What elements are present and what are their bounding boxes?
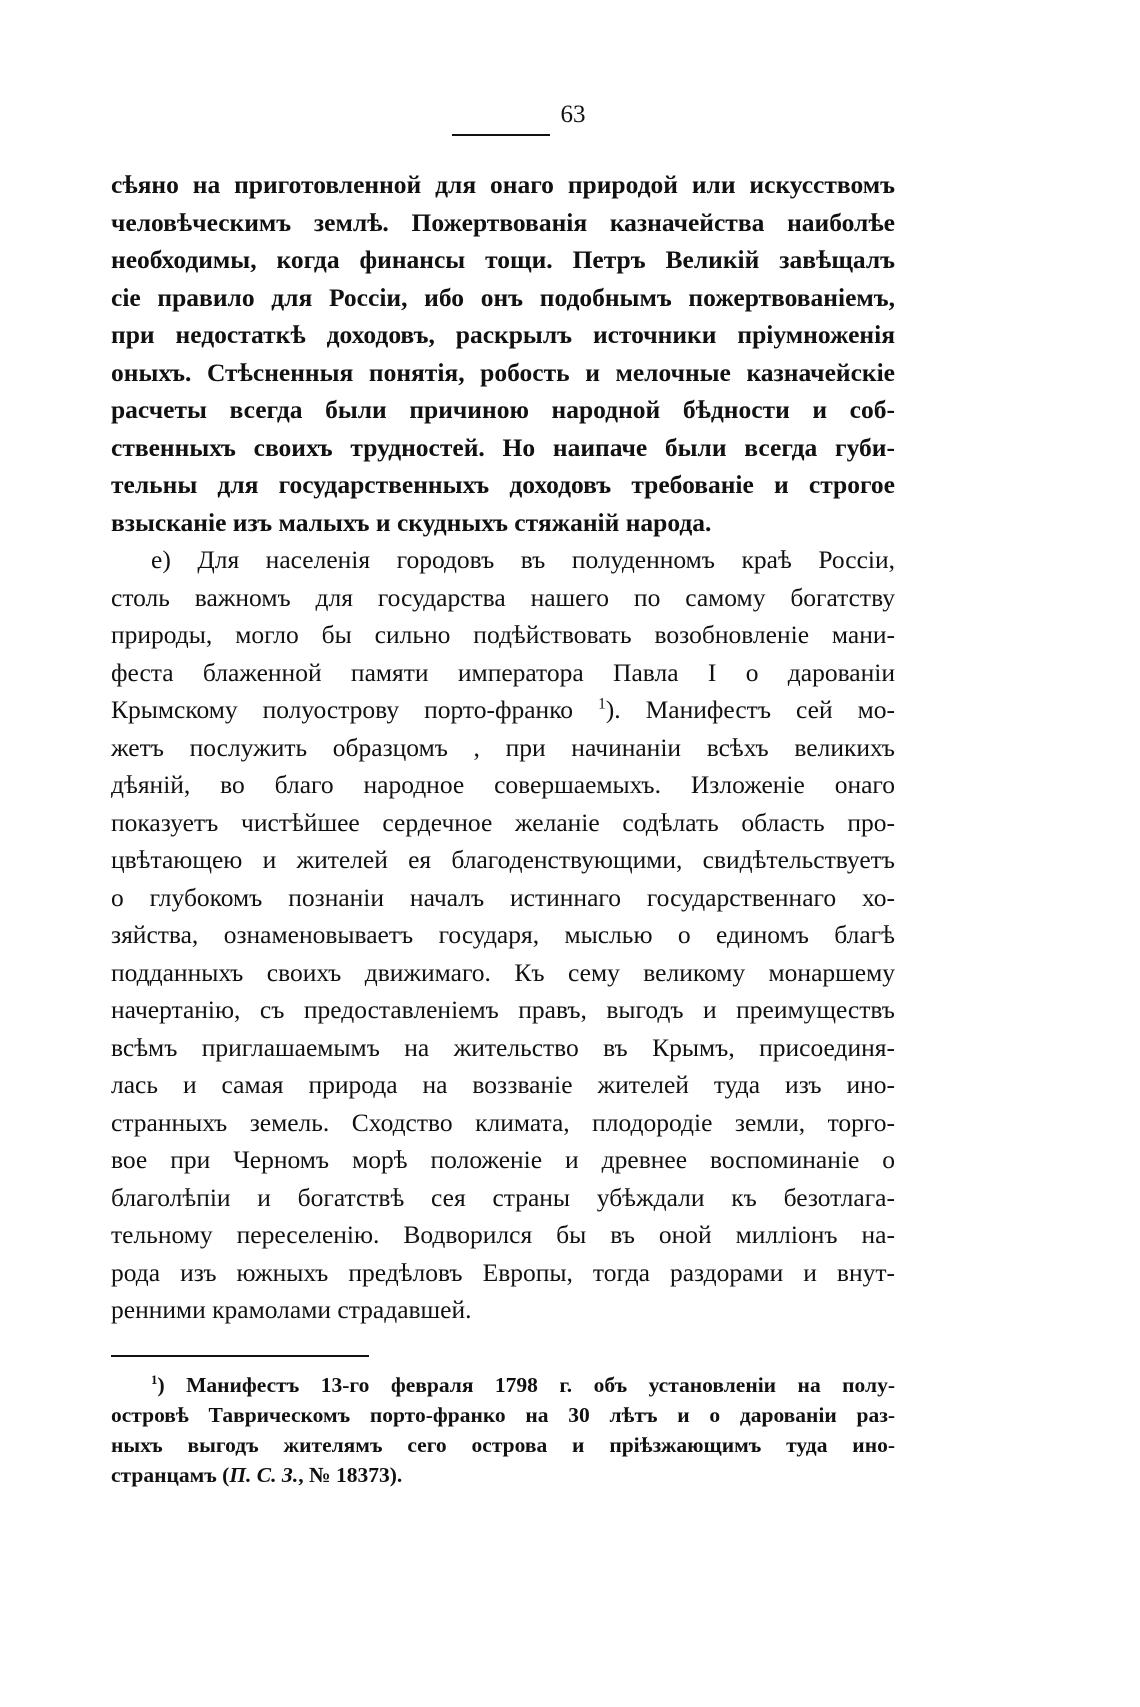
text-line: жетъ послужить образцомъ , при начинаніи всѣхъ великихъ <box>111 732 895 762</box>
text-line: странныхъ земель. Сходство климата, плодородіе земли, торго- <box>111 1107 895 1137</box>
text-segment: странцамъ ( <box>111 1463 230 1487</box>
text-line: показуетъ чистѣйшее сердечное желаніе содѣлать область про- <box>111 807 895 837</box>
text-line: при недостаткѣ доходовъ, раскрылъ источники пріумноженія <box>111 320 895 349</box>
text-line: лась и самая природа на воззваніе жителей туда изъ ино- <box>111 1070 895 1099</box>
text-line: начертанію, съ предоставленіемъ правъ, выгодъ и преимуществъ <box>111 995 895 1024</box>
footnote-separator <box>111 1355 369 1357</box>
footnote <box>111 1370 895 1490</box>
text-line: рода изъ южныхъ предѣловъ Европы, тогда раздорами и внут- <box>111 1257 895 1287</box>
text-line: цвѣтающею и жителей ея благоденствующими, свидѣтельствуетъ <box>111 845 895 874</box>
text-line: всѣмъ приглашаемымъ на жительство въ Крымъ, присоединя- <box>111 1032 895 1062</box>
page-number <box>0 100 1140 130</box>
main-text <box>111 166 895 1329</box>
text-line: природы, могло бы сильно подѣйствовать возобновленіе мани- <box>111 620 895 649</box>
text-line: взысканіе изъ малыхъ и скудныхъ стяжаній народа. <box>111 507 712 537</box>
footnote-line <box>111 1460 895 1490</box>
text-line: столь важномъ для государства нашего по самому богатству <box>111 582 895 612</box>
footnote-line <box>111 1370 895 1400</box>
text-line: дѣяній, во благо народное совершаемыхъ. Изложеніе онаго <box>111 770 895 799</box>
text-line: тельны для государственныхъ доходовъ требованіе и строгое <box>111 470 895 499</box>
footnote-reference: 1 <box>598 695 606 713</box>
text-line: человѣческимъ землѣ. Пожертвованія казначейства наиболѣе <box>111 207 895 237</box>
page-number-text: 63 <box>560 101 586 128</box>
text-line: необходимы, когда финансы тощи. Петръ Великій завѣщалъ <box>111 245 895 274</box>
footnote-marker: 1 <box>151 1372 158 1387</box>
text-line: благолѣпіи и богатствѣ сея страны убѣждали къ безотлага- <box>111 1182 895 1212</box>
text-line: подданныхъ своихъ движимаго. Къ сему великому монаршему <box>111 957 895 987</box>
text-segment: , № 18373). <box>298 1463 403 1487</box>
text-line: зяйства, ознаменовываетъ государя, мыслью о единомъ благѣ <box>111 920 895 949</box>
text-line: сѣяно на приготовленной для онаго природой или искусствомъ <box>111 170 895 199</box>
text-line: ственныхъ своихъ трудностей. Но наипаче были всегда губи- <box>111 432 895 462</box>
text-line: сіе правило для Россіи, ибо онъ подобнымъ пожертвованіемъ, <box>111 282 895 312</box>
text-line: оныхъ. Стѣсненныя понятія, робость и мелочные казначейскіе <box>111 357 895 387</box>
citation-abbreviation: П. С. З. <box>229 1463 299 1487</box>
text-line: е) Для населенія городовъ въ полуденномъ краѣ Россіи, <box>151 545 895 574</box>
paragraph-2 <box>111 541 895 1329</box>
footnote-line: островѣ Таврическомъ порто-франко на 30 лѣтъ и о дарованіи раз- <box>111 1403 895 1427</box>
text-segment: ) Манифестъ 13-го февраля 1798 г. объ установленіи на полу- <box>157 1373 895 1397</box>
paragraph-1 <box>111 166 895 541</box>
text-line-with-footnote-ref <box>111 691 895 729</box>
text-line: тельному переселенію. Водворился бы въ оной милліонъ на- <box>111 1220 895 1249</box>
text-line: о глубокомъ познаніи началъ истиннаго государственнаго хо- <box>111 882 895 912</box>
footnote-line: ныхъ выгодъ жителямъ сего острова и пріѣзжающимъ туда ино- <box>111 1433 895 1457</box>
text-line: вое при Черномъ морѣ положеніе и древнее воспоминаніе о <box>111 1145 895 1174</box>
text-segment: ). Манифестъ сей мо- <box>605 695 896 724</box>
text-segment: Крымскому полуострову порто-франко <box>111 695 574 724</box>
text-line: ренними крамолами страдавшей. <box>111 1295 472 1324</box>
page-number-underline <box>452 134 550 136</box>
text-line: расчеты всегда были причиною народной бѣдности и соб- <box>111 395 895 424</box>
text-line: феста блаженной памяти императора Павла I о дарованіи <box>111 657 895 687</box>
